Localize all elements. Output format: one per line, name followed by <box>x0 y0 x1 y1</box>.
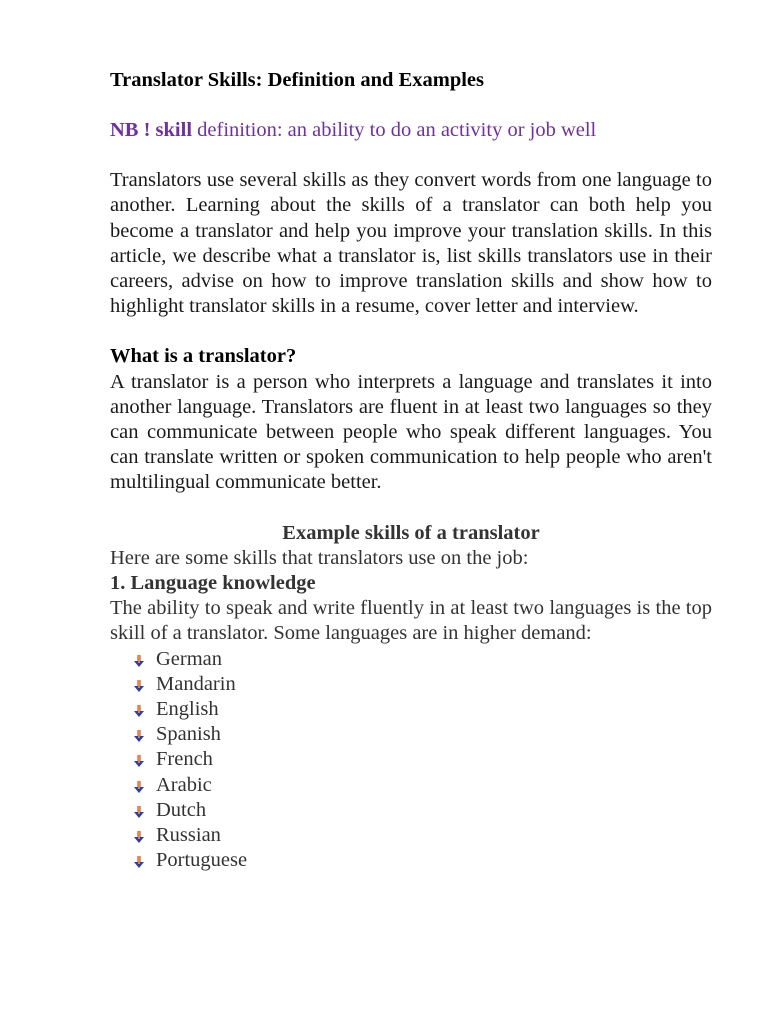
spacer <box>110 319 712 344</box>
section-heading-what-is: What is a translator? <box>110 345 297 368</box>
down-arrow-bullet-icon <box>133 654 145 668</box>
language-knowledge-paragraph: The ability to speak and write fluently in at least two languages is the top skill of a translator. Some languages are in higher demand: <box>110 597 712 645</box>
skills-lead-text: Here are some skills that translators use on the job: <box>110 546 529 569</box>
language-list <box>110 647 712 874</box>
language-name: French <box>156 748 213 771</box>
spacer <box>110 496 712 521</box>
language-list-item <box>110 697 712 722</box>
nb-text: definition: an ability to do an activity or job well <box>192 119 597 141</box>
language-list-item <box>110 672 712 697</box>
down-arrow-bullet-icon <box>133 805 145 819</box>
document-title: Translator Skills: Definition and Examples <box>110 69 484 91</box>
down-arrow-bullet-icon <box>133 754 145 768</box>
skill-heading-language-knowledge: 1. Language knowledge <box>110 572 316 595</box>
document-page <box>110 68 712 873</box>
down-arrow-bullet-icon <box>133 679 145 693</box>
nb-definition <box>110 118 712 143</box>
language-name: English <box>156 698 219 721</box>
language-list-item <box>110 848 712 873</box>
language-list-item <box>110 647 712 672</box>
language-list-item <box>110 773 712 798</box>
spacer <box>110 143 712 168</box>
down-arrow-bullet-icon <box>133 704 145 718</box>
language-name: Dutch <box>156 798 207 821</box>
language-name: Spanish <box>156 723 221 746</box>
language-name: Portuguese <box>156 849 248 872</box>
nb-label: NB ! skill <box>110 119 193 141</box>
language-name: German <box>156 647 223 670</box>
language-name: Russian <box>156 823 221 846</box>
down-arrow-bullet-icon <box>133 729 145 743</box>
language-list-item <box>110 798 712 823</box>
down-arrow-bullet-icon <box>133 780 145 794</box>
language-list-item <box>110 823 712 848</box>
language-list-item <box>110 722 712 747</box>
spacer <box>110 93 712 118</box>
language-name: Arabic <box>156 773 212 796</box>
intro-paragraph: Translators use several skills as they convert words from one language to another. Learning about the skills of a translator can both help you become a translator and help you improve your translation skills. In this article, we describe what a translator is, list skills translators use in their careers, advise on how to improve translation skills and show how to highlight translator skills in a resume, cover letter and interview. <box>110 169 712 318</box>
down-arrow-bullet-icon <box>133 830 145 844</box>
language-list-item <box>110 747 712 772</box>
down-arrow-bullet-icon <box>133 855 145 869</box>
language-name: Mandarin <box>156 672 236 695</box>
section-heading-example-skills: Example skills of a translator <box>282 521 540 544</box>
what-is-paragraph: A translator is a person who interprets a language and translates it into another language. Translators are fluent in at least two languages so they can communicate between people who speak different languages. You can translate written or spoken communication to help people who aren't multilingual communicate better. <box>110 370 712 494</box>
